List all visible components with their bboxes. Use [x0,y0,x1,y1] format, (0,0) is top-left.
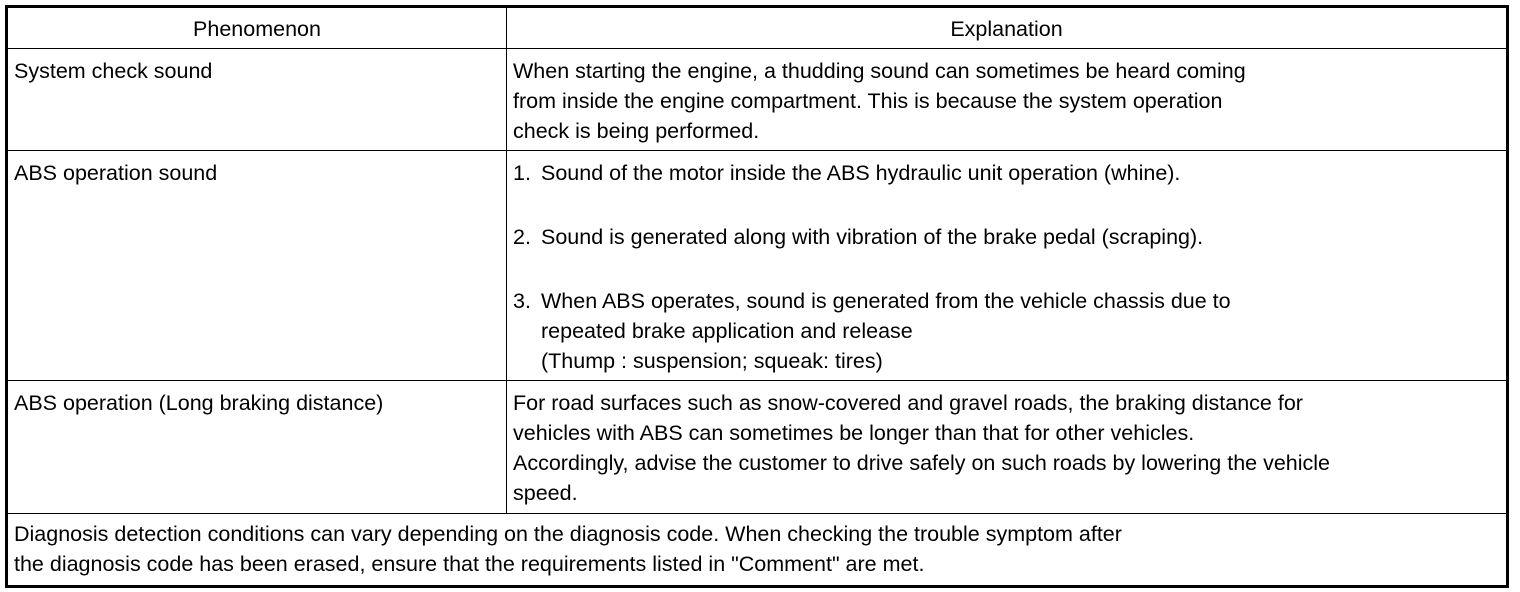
item-number: 3. [513,289,531,313]
item-line: (Thump : suspension; squeak: tires) [541,349,883,373]
table-row [7,381,1508,514]
note-row [7,514,1508,587]
phenomenon-cell: ABS operation sound [7,151,507,381]
header-phenomenon: Phenomenon [7,7,507,49]
note-line: Diagnosis detection conditions can vary depending on the diagnosis code. When checking the trouble symptom after [14,522,1122,546]
item-line: Sound of the motor inside the ABS hydraulic unit operation (whine). [541,161,1181,185]
explanation-line: check is being performed. [513,119,760,143]
phenomenon-cell: ABS operation (Long braking distance) [7,381,507,514]
table-row [7,151,1508,381]
note-cell [7,514,1508,587]
explanation-cell [507,381,1508,514]
numbered-item [513,158,1506,188]
explanation-line: from inside the engine compartment. This is because the system operation [513,89,1223,113]
item-line: When ABS operates, sound is generated from the vehicle chassis due to [541,289,1231,313]
item-line: Sound is generated along with vibration of the brake pedal (scraping). [541,225,1204,249]
item-line: repeated brake application and release [541,319,913,343]
explanation-line: When starting the engine, a thudding sound can sometimes be heard coming [513,59,1246,83]
explanation-line: vehicles with ABS can sometimes be longer than that for other vehicles. [513,421,1195,445]
numbered-item [513,286,1506,376]
table-row [7,49,1508,151]
note-line: the diagnosis code has been erased, ensure that the requirements listed in "Comment" are met. [14,552,925,576]
phenomenon-cell: System check sound [7,49,507,151]
phenomenon-table [5,5,1509,588]
table-header-row [7,7,1508,49]
item-number: 1. [513,161,531,185]
header-explanation: Explanation [507,7,1508,49]
explanation-line: speed. [513,481,578,505]
explanation-cell [507,151,1508,381]
numbered-item [513,222,1506,252]
explanation-cell [507,49,1508,151]
item-number: 2. [513,225,531,249]
explanation-line: Accordingly, advise the customer to drive safely on such roads by lowering the vehicle [513,451,1331,475]
explanation-line: For road surfaces such as snow-covered and gravel roads, the braking distance for [513,391,1303,415]
